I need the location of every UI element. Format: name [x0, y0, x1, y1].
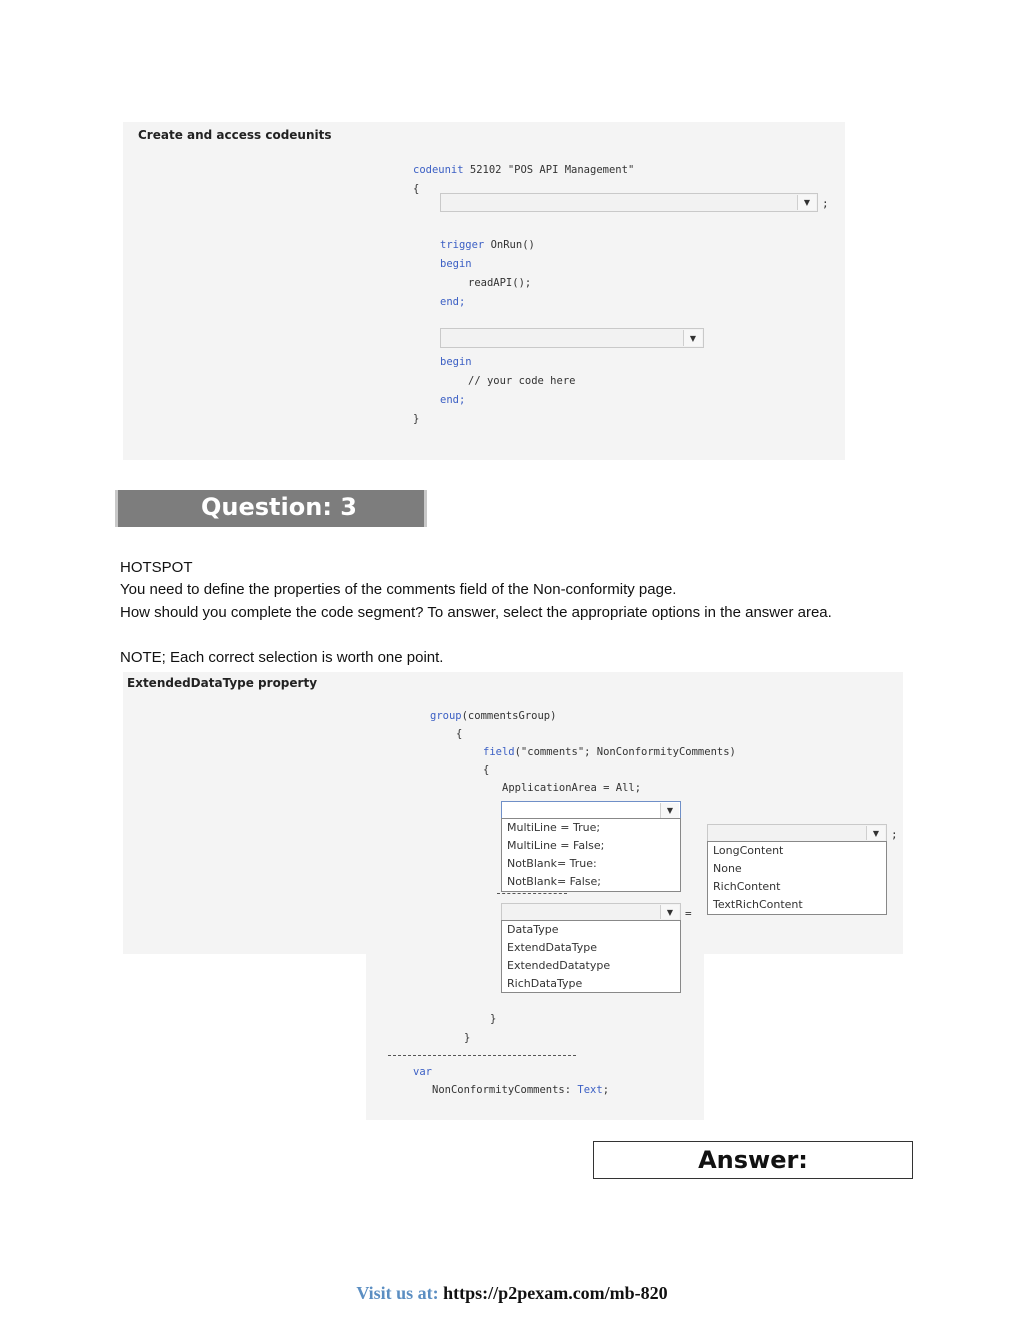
chevron-down-icon[interactable]: ▼ [797, 195, 816, 210]
value-semicolon: ; [891, 828, 898, 841]
procedure-dropdown[interactable] [440, 328, 704, 348]
dropdown-option[interactable]: LongContent [713, 844, 784, 857]
codeunit-subtype-dropdown[interactable] [440, 193, 818, 212]
close-brace: } [413, 413, 420, 425]
dropdown-option[interactable]: DataType [507, 923, 559, 936]
group-keyword: group [430, 710, 462, 722]
read-api-call: readAPI(); [468, 277, 532, 289]
extended-datatype-value-dropdown[interactable] [707, 824, 887, 842]
open-brace: { [413, 183, 420, 195]
trigger-keyword: trigger [440, 239, 485, 251]
var-keyword: var [413, 1066, 432, 1078]
field-keyword: field [483, 746, 515, 758]
code-comment: // your code here [468, 375, 576, 387]
trigger-line [440, 236, 535, 255]
end-keyword: end; [440, 296, 466, 308]
trigger-name: OnRun() [484, 239, 535, 251]
dropdown-option[interactable]: NotBlank= False; [507, 875, 601, 888]
dropdown-option[interactable]: MultiLine = False; [507, 839, 605, 852]
question-type: HOTSPOT [120, 559, 193, 576]
dropdown-option[interactable]: None [713, 862, 742, 875]
dropdown-option[interactable]: ExtendDataType [507, 941, 598, 954]
field-open-brace: { [483, 764, 490, 776]
field-args: ("comments"; NonConformityComments) [514, 746, 736, 758]
group-open-brace: { [456, 728, 463, 740]
begin-keyword-2: begin [440, 356, 472, 368]
application-area-line: ApplicationArea = All; [502, 782, 642, 794]
dropdown-option[interactable]: TextRichContent [713, 898, 803, 911]
var-name: NonConformityComments: [432, 1084, 578, 1096]
codeunit-declaration [413, 161, 634, 180]
multiline-options-list [501, 818, 681, 892]
property-name-options-list [501, 920, 681, 993]
question-heading [115, 490, 427, 527]
extended-datatype-value-options-list [707, 841, 887, 915]
dropdown-option[interactable]: RichContent [713, 880, 781, 893]
chevron-down-icon[interactable]: ▼ [683, 330, 702, 346]
extended-datatype-title: ExtendedDataType property [127, 676, 318, 690]
begin-keyword: begin [440, 258, 472, 270]
group-line [430, 707, 556, 726]
separator-dashes [388, 1055, 576, 1056]
codeunit-name: 52102 "POS API Management" [463, 164, 635, 176]
dropdown-option[interactable]: MultiLine = True; [507, 821, 601, 834]
var-end: ; [602, 1084, 610, 1096]
field-line [483, 743, 736, 762]
footer-url-link[interactable]: https://p2pexam.com/mb-820 [443, 1283, 668, 1303]
var-declaration [432, 1081, 609, 1100]
chevron-down-icon[interactable]: ▼ [660, 905, 679, 919]
codeunit-screenshot-title: Create and access codeunits [138, 128, 332, 142]
codeunit-keyword: codeunit [413, 164, 464, 176]
dropdown-option[interactable]: NotBlank= True: [507, 857, 597, 870]
question-note: NOTE; Each correct selection is worth one point. [120, 649, 444, 666]
semicolon: ; [822, 197, 829, 210]
answer-box: Answer: [593, 1141, 913, 1179]
chevron-down-icon[interactable]: ▼ [660, 803, 679, 818]
footer-visit-label: Visit us at: [356, 1283, 439, 1303]
group-name: (commentsGroup) [461, 710, 557, 722]
dropdown-option[interactable]: RichDataType [507, 977, 583, 990]
var-type: Text [577, 1084, 603, 1096]
question-heading-text: Question: 3 [201, 493, 357, 521]
question-line-2: How should you complete the code segment? To answer, select the appropriate options in the answer area. [120, 604, 832, 621]
footer [0, 1283, 1024, 1304]
equals-sign: = [685, 907, 692, 920]
end-keyword-2: end; [440, 394, 466, 406]
chevron-down-icon[interactable]: ▼ [866, 826, 885, 840]
group-close-brace: } [464, 1032, 471, 1044]
property-name-dropdown[interactable] [501, 903, 681, 921]
question-line-1: You need to define the properties of the comments field of the Non-conformity page. [120, 581, 677, 598]
placeholder-dash [497, 893, 567, 894]
field-close-brace: } [490, 1013, 497, 1025]
dropdown-option[interactable]: ExtendedDatatype [507, 959, 611, 972]
